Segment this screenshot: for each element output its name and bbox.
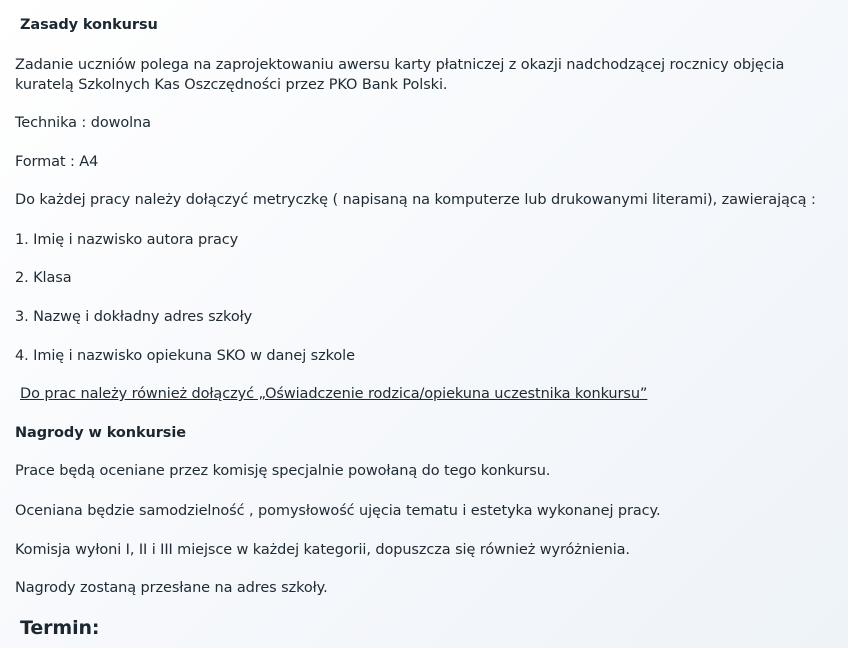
rules-heading: Zasady konkursu <box>20 17 158 33</box>
intro-paragraph <box>15 55 815 95</box>
prizes-line-1: Prace będą oceniane przez komisję specjalnie powołaną do tego konkursu. <box>15 463 551 479</box>
requirement-item-1: 1. Imię i nazwisko autora pracy <box>15 232 239 248</box>
technique-text: Technika : dowolna <box>15 115 151 131</box>
intro-line-2: kuratelą Szkolnych Kas Oszczędności przez PKO Bank Polski. <box>15 77 448 93</box>
prizes-line-3: Komisja wyłoni I, II i III miejsce w każdej kategorii, dopuszcza się również wyróżnienia. <box>15 542 630 558</box>
requirement-item-2: 2. Klasa <box>15 270 72 286</box>
prizes-line-4: Nagrody zostaną przesłane na adres szkoły. <box>15 580 328 596</box>
prizes-heading: Nagrody w konkursie <box>15 425 186 441</box>
requirement-item-4: 4. Imię i nazwisko opiekuna SKO w danej szkole <box>15 348 355 364</box>
format-text: Format : A4 <box>15 154 99 170</box>
prizes-line-2: Oceniana będzie samodzielność , pomysłowość ujęcia tematu i estetyka wykonanej pracy. <box>15 503 661 519</box>
metric-instruction: Do każdej pracy należy dołączyć metryczkę ( napisaną na komputerze lub drukowanymi literami), zawierającą : <box>15 192 816 208</box>
requirement-item-3: 3. Nazwę i dokładny adres szkoły <box>15 309 253 325</box>
deadline-heading: Termin: <box>20 617 100 639</box>
parent-statement-link[interactable]: Do prac należy również dołączyć „Oświadczenie rodzica/opiekuna uczestnika konkursu” <box>20 386 648 402</box>
intro-line-1: Zadanie uczniów polega na zaprojektowaniu awersu karty płatniczej z okazji nadchodzącej rocznicy objęcia <box>15 57 785 73</box>
